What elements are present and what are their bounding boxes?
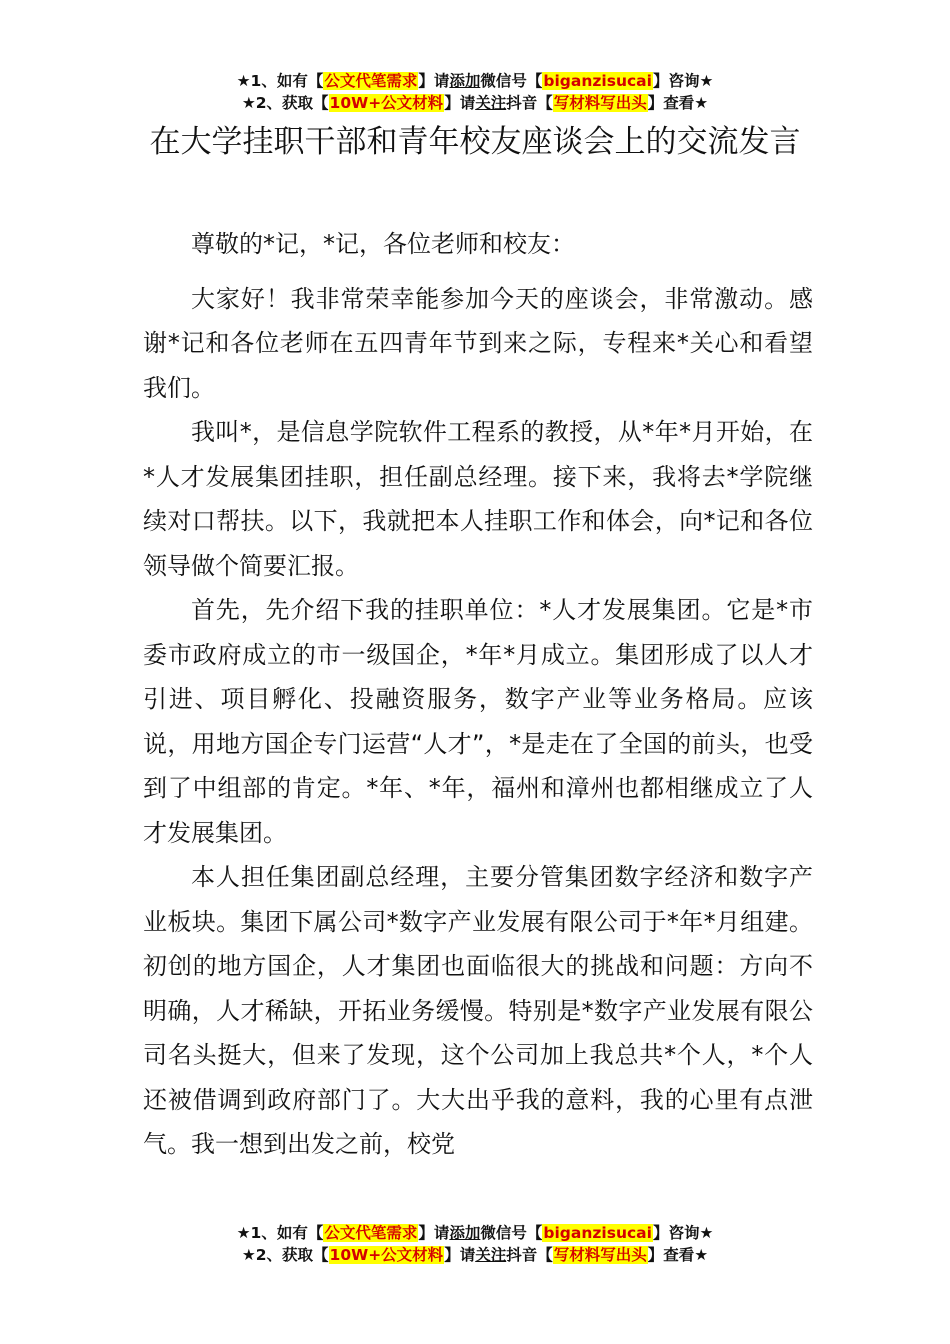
- banner-highlight: 公文代笔需求: [324, 72, 418, 90]
- banner-highlight: 写材料写出头: [553, 1246, 647, 1264]
- banner-highlight: 10W+公文材料: [329, 94, 444, 112]
- banner-text: ★1、如有【: [236, 72, 324, 90]
- banner-text: 】请: [444, 1246, 476, 1264]
- body-paragraph: 本人担任集团副总经理，主要分管集团数字经济和数字产业板块。集团下属公司*数字产业发展有限公司于*年*月组建。初创的地方国企，人才集团也面临很大的挑战和问题：方向不明确，人才稀缺，开拓业务缓慢。特别是*数字产业发展有限公司名头挺大，但来了发现，这个公司加上我总共*个人，*个人还被借调到政府部门了。大大出乎我的意料，我的心里有点泄气。我一想到出发之前，校党: [143, 863, 813, 1158]
- header-banner: [0, 70, 950, 114]
- body-paragraph: 我叫*，是信息学院软件工程系的教授，从*年*月开始，在*人才发展集团挂职，担任副总经理。接下来，我将去*学院继续对口帮扶。以下，我就把本人挂职工作和体会，向*记和各位领导做个简要汇报。: [143, 418, 813, 580]
- banner-text: ★2、获取【: [241, 94, 329, 112]
- banner-underlined: 关注: [475, 94, 507, 112]
- banner-text: 】请: [444, 94, 476, 112]
- banner-text: 】请: [418, 1224, 450, 1242]
- banner-underlined: 关注: [475, 1246, 507, 1264]
- banner-highlight: biganzisucai: [543, 1224, 652, 1242]
- banner-text: 】咨询★: [652, 72, 714, 90]
- banner-highlight: biganzisucai: [543, 72, 652, 90]
- banner-text: ★2、获取【: [241, 1246, 329, 1264]
- document-body: [143, 222, 813, 1167]
- banner-text: 】请: [418, 72, 450, 90]
- banner-text: 】查看★: [647, 94, 709, 112]
- banner-line-1: [0, 1222, 950, 1244]
- salutation-paragraph: 尊敬的*记，*记，各位老师和校友：: [191, 230, 575, 258]
- document-title: 在大学挂职干部和青年校友座谈会上的交流发言: [149, 124, 801, 160]
- body-paragraph: 首先，先介绍下我的挂职单位：*人才发展集团。它是*市委市政府成立的市一级国企，*年*月成立。集团形成了以人才引进、项目孵化、投融资服务，数字产业等业务格局。应该说，用地方国企专门运营“人才”，*是走在了全国的前头，也受到了中组部的肯定。*年、*年，福州和漳州也都相继成立了人才发展集团。: [143, 596, 813, 847]
- body-paragraph: 大家好！我非常荣幸能参加今天的座谈会，非常激动。感谢*记和各位老师在五四青年节到来之际，专程来*关心和看望我们。: [143, 284, 813, 402]
- banner-underlined: 添加: [449, 1224, 481, 1242]
- banner-text: 】查看★: [647, 1246, 709, 1264]
- banner-text: 抖音【: [506, 1246, 553, 1264]
- banner-line-1: [0, 70, 950, 92]
- banner-line-2: [0, 1244, 950, 1266]
- banner-text: 抖音【: [506, 94, 553, 112]
- footer-banner: [0, 1222, 950, 1266]
- banner-highlight: 写材料写出头: [553, 94, 647, 112]
- banner-text: 】咨询★: [652, 1224, 714, 1242]
- banner-line-2: [0, 92, 950, 114]
- banner-highlight: 10W+公文材料: [329, 1246, 444, 1264]
- banner-highlight: 公文代笔需求: [324, 1224, 418, 1242]
- banner-text: 微信号【: [480, 1224, 543, 1242]
- banner-text: 微信号【: [480, 72, 543, 90]
- banner-underlined: 添加: [449, 72, 481, 90]
- banner-text: ★1、如有【: [236, 1224, 324, 1242]
